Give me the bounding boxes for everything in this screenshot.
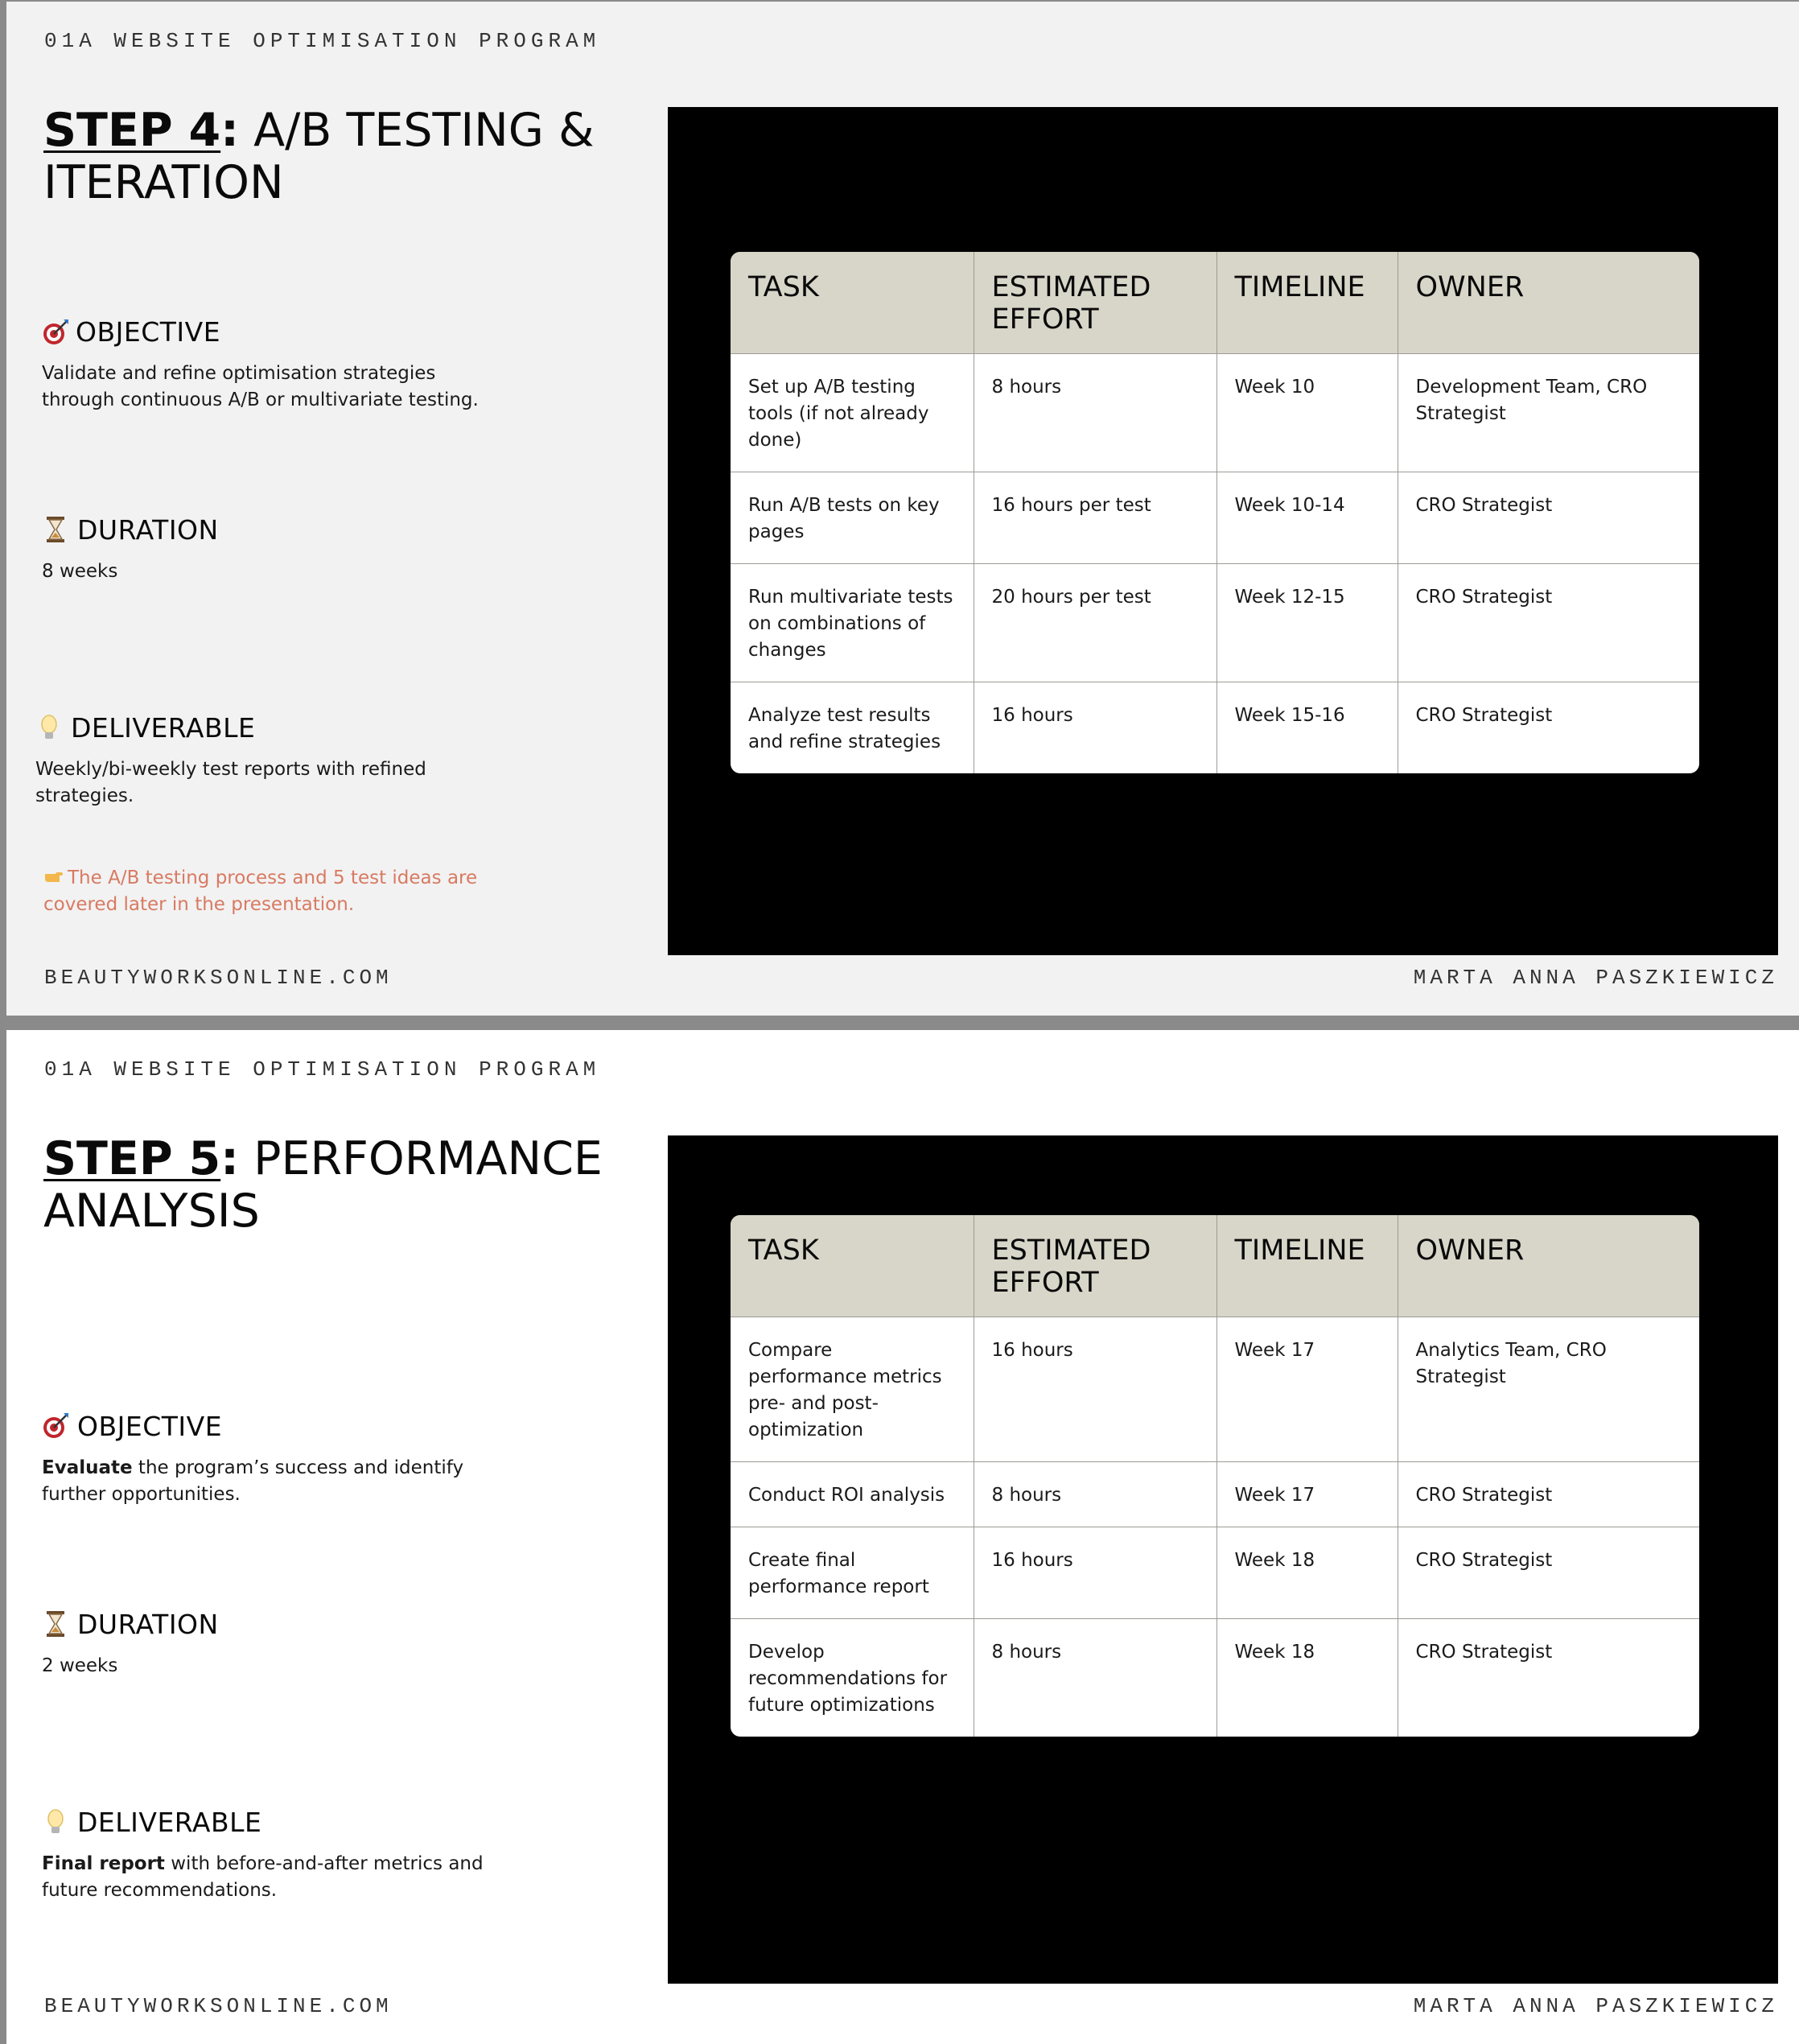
cell-task: Run multivariate tests on combinations of changes [731,564,974,682]
step-title: A/B TESTING & ITERATION [43,104,595,209]
duration-section [42,512,525,585]
cell-owner: CRO Strategist [1398,682,1699,774]
cell-effort: 8 hours [974,1462,1216,1527]
cell-timeline: Week 10-14 [1216,472,1398,564]
objective-label: OBJECTIVE [77,1410,223,1442]
table-header-row [731,1215,1699,1317]
table-row [731,472,1699,564]
cell-task: Run A/B tests on key pages [731,472,974,564]
cell-effort: 16 hours [974,1527,1216,1619]
objective-label: OBJECTIVE [76,315,221,348]
task-table [731,252,1699,773]
cell-task: Compare performance metrics pre- and post-optimization [731,1317,974,1462]
header-timeline: TIMELINE [1216,1215,1398,1317]
slide-step-5 [6,1030,1799,2044]
pointing-hand-icon [43,865,63,892]
deliverable-text: Final report with before-and-after metrics and future recommendations. [42,1853,484,1901]
cell-timeline: Week 12-15 [1216,564,1398,682]
lightbulb-icon [35,714,63,741]
table-row [731,1462,1699,1527]
footer-author: MARTA ANNA PASZKIEWICZ [1413,1994,1778,2018]
slide-step-4 [6,2,1799,1016]
task-table [731,1215,1699,1737]
cell-timeline: Week 18 [1216,1527,1398,1619]
footer-site: BEAUTYWORKSONLINE.COM [44,1994,393,2018]
cell-timeline: Week 15-16 [1216,682,1398,774]
cell-task: Set up A/B testing tools (if not already done) [731,354,974,472]
duration-text: 8 weeks [42,561,118,582]
cell-timeline: Week 10 [1216,354,1398,472]
cell-task: Conduct ROI analysis [731,1462,974,1527]
duration-text: 2 weeks [42,1655,118,1676]
table-row [731,564,1699,682]
header-effort: ESTIMATED EFFORT [974,252,1216,354]
table-panel [668,107,1778,955]
deliverable-label: DELIVERABLE [77,1806,262,1838]
deliverable-section [35,710,518,810]
cell-effort: 16 hours per test [974,472,1216,564]
cell-effort: 20 hours per test [974,564,1216,682]
duration-section [42,1606,525,1679]
deliverable-section [42,1804,525,1904]
cell-timeline: Week 17 [1216,1462,1398,1527]
cell-owner: CRO Strategist [1398,1462,1699,1527]
table-row [731,1317,1699,1462]
step-label: STEP 5 [43,1132,221,1185]
header-timeline: TIMELINE [1216,252,1398,354]
deliverable-label: DELIVERABLE [71,711,256,744]
program-label: 01A WEBSITE OPTIMISATION PROGRAM [44,29,601,53]
table-row [731,1619,1699,1737]
objective-section [42,314,525,414]
objective-section [42,1408,525,1508]
duration-label: DURATION [77,513,219,546]
table-row [731,682,1699,774]
cell-effort: 16 hours [974,682,1216,774]
footer-author: MARTA ANNA PASZKIEWICZ [1413,966,1778,990]
cell-effort: 8 hours [974,354,1216,472]
deliverable-text: Weekly/bi-weekly test reports with refined strategies. [35,759,426,806]
header-owner: OWNER [1398,252,1699,354]
cell-task: Create final performance report [731,1527,974,1619]
objective-text: Validate and refine optimisation strategies through continuous A/B or multivariate testing. [42,363,479,410]
cell-owner: CRO Strategist [1398,472,1699,564]
cell-timeline: Week 17 [1216,1317,1398,1462]
cell-owner: CRO Strategist [1398,1527,1699,1619]
cell-task: Analyze test results and refine strategies [731,682,974,774]
header-task: TASK [731,1215,974,1317]
note-text: The A/B testing process and 5 test ideas are covered later in the presentation. [43,865,526,918]
cell-effort: 8 hours [974,1619,1216,1737]
table-header-row [731,252,1699,354]
cell-owner: Analytics Team, CRO Strategist [1398,1317,1699,1462]
header-owner: OWNER [1398,1215,1699,1317]
cell-timeline: Week 18 [1216,1619,1398,1737]
target-icon [42,319,68,344]
header-effort: ESTIMATED EFFORT [974,1215,1216,1317]
page-title: STEP 4: A/B TESTING & ITERATION [43,104,595,209]
objective-text: Evaluate the program’s success and identify further opportunities. [42,1457,464,1505]
cell-task: Develop recommendations for future optimizations [731,1619,974,1737]
table-panel [668,1135,1778,1984]
duration-label: DURATION [77,1608,219,1640]
cell-owner: CRO Strategist [1398,564,1699,682]
cell-owner: CRO Strategist [1398,1619,1699,1737]
table-row [731,354,1699,472]
hourglass-icon [42,1610,69,1638]
cell-owner: Development Team, CRO Strategist [1398,354,1699,472]
program-label: 01A WEBSITE OPTIMISATION PROGRAM [44,1057,601,1082]
lightbulb-icon [42,1808,69,1836]
target-icon [42,1412,69,1440]
table-row [731,1527,1699,1619]
step-title: PERFORMANCE ANALYSIS [43,1132,603,1238]
hourglass-icon [42,516,69,543]
header-task: TASK [731,252,974,354]
page-title: STEP 5: PERFORMANCE ANALYSIS [43,1132,603,1238]
cell-effort: 16 hours [974,1317,1216,1462]
step-label: STEP 4 [43,104,221,157]
footer-site: BEAUTYWORKSONLINE.COM [44,966,393,990]
